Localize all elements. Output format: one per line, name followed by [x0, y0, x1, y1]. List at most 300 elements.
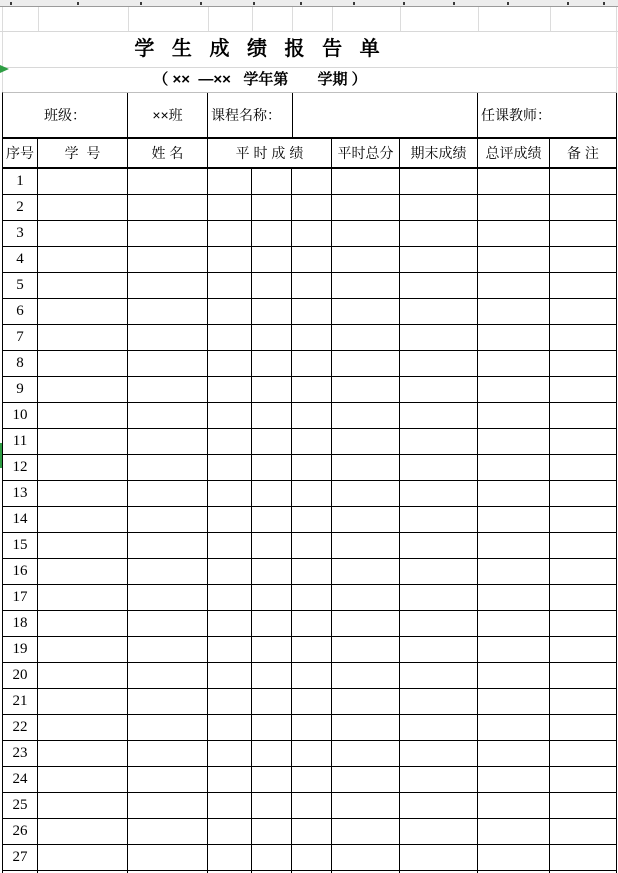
score-cell[interactable] [550, 637, 617, 662]
score-cell[interactable] [128, 429, 208, 454]
score-cell[interactable] [478, 585, 550, 610]
score-cell[interactable] [252, 429, 292, 454]
score-cell[interactable] [400, 481, 478, 506]
header-cell-index[interactable]: 序号 [3, 139, 38, 167]
score-cell[interactable] [400, 195, 478, 220]
score-cell[interactable] [332, 325, 400, 350]
score-cell[interactable] [252, 299, 292, 324]
score-cell[interactable] [252, 221, 292, 246]
score-cell[interactable] [208, 299, 252, 324]
score-cell[interactable] [478, 351, 550, 376]
score-cell[interactable] [550, 429, 617, 454]
score-cell[interactable] [252, 819, 292, 844]
data-rows [3, 169, 617, 873]
score-cell[interactable] [332, 689, 400, 714]
score-cell[interactable] [400, 767, 478, 792]
score-cell[interactable] [208, 195, 252, 220]
score-cell[interactable] [478, 533, 550, 558]
score-cell[interactable] [38, 221, 128, 246]
score-cell[interactable] [400, 455, 478, 480]
score-cell[interactable] [292, 221, 332, 246]
score-cell[interactable] [38, 845, 128, 870]
score-cell[interactable] [478, 299, 550, 324]
row-number-cell[interactable]: 9 [3, 377, 38, 402]
score-cell[interactable] [128, 507, 208, 532]
score-cell[interactable] [550, 585, 617, 610]
score-cell[interactable] [128, 637, 208, 662]
score-cell[interactable] [292, 299, 332, 324]
score-cell[interactable] [550, 533, 617, 558]
row-number-cell[interactable]: 7 [3, 325, 38, 350]
score-cell[interactable] [400, 793, 478, 818]
score-cell[interactable] [292, 637, 332, 662]
row-number-cell[interactable]: 4 [3, 247, 38, 272]
score-cell[interactable] [208, 429, 252, 454]
score-cell[interactable] [550, 793, 617, 818]
score-cell[interactable] [292, 741, 332, 766]
score-cell[interactable] [128, 559, 208, 584]
score-cell[interactable] [550, 377, 617, 402]
score-cell[interactable] [332, 169, 400, 194]
score-cell[interactable] [400, 403, 478, 428]
score-cell[interactable] [252, 845, 292, 870]
score-cell[interactable] [128, 325, 208, 350]
score-cell[interactable] [208, 715, 252, 740]
score-cell[interactable] [550, 195, 617, 220]
score-cell[interactable] [478, 507, 550, 532]
score-cell[interactable] [252, 559, 292, 584]
score-cell[interactable] [252, 195, 292, 220]
score-cell[interactable] [38, 195, 128, 220]
score-cell[interactable] [400, 585, 478, 610]
score-cell[interactable] [252, 247, 292, 272]
score-cell[interactable] [128, 845, 208, 870]
score-cell[interactable] [400, 741, 478, 766]
score-cell[interactable] [252, 351, 292, 376]
score-cell[interactable] [208, 689, 252, 714]
score-cell[interactable] [478, 429, 550, 454]
score-cell[interactable] [550, 715, 617, 740]
score-cell[interactable] [550, 611, 617, 636]
row-number-cell[interactable]: 2 [3, 195, 38, 220]
score-cell[interactable] [292, 845, 332, 870]
score-cell[interactable] [332, 663, 400, 688]
row-number-cell[interactable]: 6 [3, 299, 38, 324]
score-cell[interactable] [478, 403, 550, 428]
score-cell[interactable] [550, 845, 617, 870]
score-cell[interactable] [292, 481, 332, 506]
score-cell[interactable] [478, 481, 550, 506]
score-cell[interactable] [252, 377, 292, 402]
score-cell[interactable] [292, 403, 332, 428]
score-cell[interactable] [128, 533, 208, 558]
score-cell[interactable] [550, 741, 617, 766]
score-cell[interactable] [38, 611, 128, 636]
score-cell[interactable] [208, 611, 252, 636]
info-row [3, 93, 617, 139]
score-cell[interactable] [332, 351, 400, 376]
score-cell[interactable] [292, 767, 332, 792]
score-cell[interactable] [550, 299, 617, 324]
score-cell[interactable] [38, 793, 128, 818]
row-number-cell[interactable]: 8 [3, 351, 38, 376]
row-number-cell[interactable]: 12 [3, 455, 38, 480]
score-cell[interactable] [208, 377, 252, 402]
score-cell[interactable] [128, 689, 208, 714]
score-cell[interactable] [550, 663, 617, 688]
score-cell[interactable] [38, 767, 128, 792]
score-cell[interactable] [292, 169, 332, 194]
score-cell[interactable] [38, 559, 128, 584]
score-cell[interactable] [208, 507, 252, 532]
score-cell[interactable] [128, 169, 208, 194]
score-cell[interactable] [332, 819, 400, 844]
score-cell[interactable] [478, 559, 550, 584]
score-cell[interactable] [292, 507, 332, 532]
score-cell[interactable] [332, 299, 400, 324]
header-cell-final-score[interactable]: 期末成绩 [400, 139, 478, 167]
score-cell[interactable] [292, 273, 332, 298]
teacher-label-cell[interactable]: 任课教师： [478, 93, 617, 137]
score-cell[interactable] [252, 169, 292, 194]
score-cell[interactable] [400, 689, 478, 714]
gridline [292, 7, 293, 31]
score-cell[interactable] [252, 663, 292, 688]
score-cell[interactable] [128, 767, 208, 792]
score-cell[interactable] [478, 845, 550, 870]
score-cell[interactable] [400, 325, 478, 350]
score-cell[interactable] [332, 845, 400, 870]
row-number-cell[interactable]: 25 [3, 793, 38, 818]
score-cell[interactable] [208, 793, 252, 818]
score-cell[interactable] [128, 481, 208, 506]
score-cell[interactable] [332, 481, 400, 506]
score-cell[interactable] [332, 377, 400, 402]
header-cell-name[interactable]: 姓 名 [128, 139, 208, 167]
score-cell[interactable] [208, 663, 252, 688]
score-cell[interactable] [252, 637, 292, 662]
score-cell[interactable] [478, 611, 550, 636]
score-cell[interactable] [128, 221, 208, 246]
score-cell[interactable] [208, 559, 252, 584]
score-cell[interactable] [128, 273, 208, 298]
score-cell[interactable] [550, 351, 617, 376]
score-cell[interactable] [478, 221, 550, 246]
score-cell[interactable] [332, 247, 400, 272]
score-cell[interactable] [332, 455, 400, 480]
score-cell[interactable] [400, 559, 478, 584]
score-cell[interactable] [400, 819, 478, 844]
score-cell[interactable] [292, 663, 332, 688]
score-cell[interactable] [332, 767, 400, 792]
score-cell[interactable] [478, 195, 550, 220]
score-cell[interactable] [38, 715, 128, 740]
score-cell[interactable] [252, 689, 292, 714]
score-cell[interactable] [38, 299, 128, 324]
form-subtitle: （ ×× —×× 学年第 学期 ） [153, 71, 367, 88]
score-cell[interactable] [332, 637, 400, 662]
score-cell[interactable] [38, 741, 128, 766]
row-number-cell[interactable]: 15 [3, 533, 38, 558]
score-cell[interactable] [332, 273, 400, 298]
course-label-cell[interactable]: 课程名称： [208, 93, 293, 137]
score-cell[interactable] [38, 403, 128, 428]
row-number-cell[interactable]: 13 [3, 481, 38, 506]
score-cell[interactable] [252, 585, 292, 610]
score-cell[interactable] [292, 247, 332, 272]
score-cell[interactable] [292, 325, 332, 350]
score-cell[interactable] [550, 273, 617, 298]
score-cell[interactable] [400, 351, 478, 376]
score-cell[interactable] [128, 819, 208, 844]
score-cell[interactable] [400, 377, 478, 402]
table-row [3, 169, 617, 195]
score-cell[interactable] [478, 689, 550, 714]
score-cell[interactable] [332, 559, 400, 584]
score-cell[interactable] [332, 793, 400, 818]
row-number-cell[interactable]: 21 [3, 689, 38, 714]
score-cell[interactable] [38, 663, 128, 688]
score-cell[interactable] [128, 715, 208, 740]
score-cell[interactable] [128, 793, 208, 818]
score-cell[interactable] [478, 273, 550, 298]
score-cell[interactable] [208, 481, 252, 506]
score-cell[interactable] [400, 715, 478, 740]
score-cell[interactable] [332, 741, 400, 766]
score-cell[interactable] [292, 689, 332, 714]
score-cell[interactable] [208, 767, 252, 792]
score-cell[interactable] [252, 507, 292, 532]
score-cell[interactable] [292, 377, 332, 402]
score-cell[interactable] [550, 559, 617, 584]
score-cell[interactable] [38, 637, 128, 662]
row-number-cell[interactable]: 22 [3, 715, 38, 740]
score-cell[interactable] [128, 247, 208, 272]
gridline [400, 7, 401, 31]
score-cell[interactable] [252, 325, 292, 350]
gridline [550, 7, 551, 31]
score-cell[interactable] [478, 741, 550, 766]
score-cell[interactable] [252, 767, 292, 792]
row-number-cell[interactable]: 1 [3, 169, 38, 194]
row-number-cell[interactable]: 17 [3, 585, 38, 610]
score-cell[interactable] [252, 793, 292, 818]
class-label-cell[interactable]: 班级： [3, 93, 128, 137]
score-cell[interactable] [400, 533, 478, 558]
gridline [332, 7, 333, 31]
score-cell[interactable] [208, 585, 252, 610]
score-cell[interactable] [38, 585, 128, 610]
score-cell[interactable] [332, 533, 400, 558]
score-cell[interactable] [400, 247, 478, 272]
score-cell[interactable] [292, 351, 332, 376]
score-cell[interactable] [38, 819, 128, 844]
score-cell[interactable] [550, 507, 617, 532]
score-cell[interactable] [292, 429, 332, 454]
row-number-cell[interactable]: 11 [3, 429, 38, 454]
score-cell[interactable] [252, 715, 292, 740]
score-cell[interactable] [400, 611, 478, 636]
score-cell[interactable] [128, 611, 208, 636]
score-cell[interactable] [400, 507, 478, 532]
score-cell[interactable] [478, 455, 550, 480]
score-cell[interactable] [38, 507, 128, 532]
score-cell[interactable] [128, 663, 208, 688]
score-cell[interactable] [478, 819, 550, 844]
column-letter-fragment [403, 2, 405, 5]
score-cell[interactable] [292, 533, 332, 558]
row-number-cell[interactable]: 5 [3, 273, 38, 298]
score-cell[interactable] [252, 741, 292, 766]
gridline [616, 7, 617, 92]
score-cell[interactable] [292, 455, 332, 480]
score-cell[interactable] [128, 377, 208, 402]
score-cell[interactable] [208, 533, 252, 558]
row-number-cell[interactable]: 20 [3, 663, 38, 688]
header-cell-student-id[interactable]: 学 号 [38, 139, 128, 167]
score-cell[interactable] [550, 481, 617, 506]
score-cell[interactable] [332, 403, 400, 428]
score-cell[interactable] [128, 455, 208, 480]
row-number-cell[interactable]: 18 [3, 611, 38, 636]
score-cell[interactable] [400, 637, 478, 662]
score-cell[interactable] [128, 403, 208, 428]
score-cell[interactable] [478, 767, 550, 792]
score-cell[interactable] [400, 663, 478, 688]
score-cell[interactable] [400, 299, 478, 324]
score-cell[interactable] [252, 533, 292, 558]
score-cell[interactable] [38, 377, 128, 402]
score-cell[interactable] [208, 845, 252, 870]
score-cell[interactable] [292, 585, 332, 610]
score-cell[interactable] [38, 481, 128, 506]
score-cell[interactable] [38, 429, 128, 454]
header-cell-overall-score[interactable]: 总评成绩 [478, 139, 550, 167]
row-number-cell[interactable]: 23 [3, 741, 38, 766]
score-cell[interactable] [332, 715, 400, 740]
score-cell[interactable] [208, 325, 252, 350]
score-cell[interactable] [550, 767, 617, 792]
score-cell[interactable] [550, 221, 617, 246]
score-cell[interactable] [128, 585, 208, 610]
row-number-cell[interactable]: 26 [3, 819, 38, 844]
table-row [3, 845, 617, 871]
score-cell[interactable] [208, 351, 252, 376]
class-value-cell[interactable]: ××班 [128, 93, 208, 137]
header-cell-remarks[interactable]: 备 注 [550, 139, 617, 167]
score-cell[interactable] [400, 221, 478, 246]
score-cell[interactable] [128, 299, 208, 324]
score-cell[interactable] [208, 455, 252, 480]
score-cell[interactable] [292, 559, 332, 584]
score-cell[interactable] [292, 793, 332, 818]
score-cell[interactable] [38, 455, 128, 480]
score-cell[interactable] [332, 221, 400, 246]
column-letter-fragment [200, 2, 202, 5]
score-cell[interactable] [332, 507, 400, 532]
score-cell[interactable] [292, 611, 332, 636]
score-cell[interactable] [550, 403, 617, 428]
score-cell[interactable] [252, 273, 292, 298]
score-cell[interactable] [252, 403, 292, 428]
score-cell[interactable] [550, 169, 617, 194]
score-cell[interactable] [550, 819, 617, 844]
score-cell[interactable] [252, 455, 292, 480]
score-cell[interactable] [38, 169, 128, 194]
header-cell-daily-total[interactable]: 平时总分 [332, 139, 400, 167]
score-cell[interactable] [550, 247, 617, 272]
score-cell[interactable] [478, 377, 550, 402]
score-cell[interactable] [478, 325, 550, 350]
score-cell[interactable] [208, 637, 252, 662]
score-cell[interactable] [292, 819, 332, 844]
table-row [3, 637, 617, 663]
score-cell[interactable] [208, 403, 252, 428]
row-number-cell[interactable]: 24 [3, 767, 38, 792]
score-cell[interactable] [252, 481, 292, 506]
score-cell[interactable] [550, 455, 617, 480]
table-row [3, 429, 617, 455]
table-row [3, 559, 617, 585]
row-number-cell[interactable]: 19 [3, 637, 38, 662]
score-cell[interactable] [550, 325, 617, 350]
column-letter-fragment [10, 2, 12, 5]
score-cell[interactable] [208, 221, 252, 246]
course-value-cell[interactable] [293, 93, 478, 137]
score-cell[interactable] [208, 247, 252, 272]
score-cell[interactable] [38, 689, 128, 714]
score-cell[interactable] [38, 247, 128, 272]
score-cell[interactable] [38, 351, 128, 376]
score-cell[interactable] [292, 195, 332, 220]
score-cell[interactable] [550, 689, 617, 714]
row-number-cell[interactable]: 27 [3, 845, 38, 870]
score-cell[interactable] [38, 533, 128, 558]
row-number-cell[interactable]: 3 [3, 221, 38, 246]
score-cell[interactable] [478, 169, 550, 194]
score-cell[interactable] [128, 351, 208, 376]
header-cell-daily-scores[interactable]: 平 时 成 绩 [208, 139, 332, 167]
score-cell[interactable] [38, 325, 128, 350]
score-cell[interactable] [208, 741, 252, 766]
score-cell[interactable] [332, 429, 400, 454]
row-number-cell[interactable]: 10 [3, 403, 38, 428]
score-cell[interactable] [478, 247, 550, 272]
score-cell[interactable] [478, 793, 550, 818]
score-cell[interactable] [292, 715, 332, 740]
score-cell[interactable] [478, 663, 550, 688]
score-cell[interactable] [252, 611, 292, 636]
score-cell[interactable] [128, 741, 208, 766]
score-cell[interactable] [400, 429, 478, 454]
score-cell[interactable] [400, 845, 478, 870]
score-cell[interactable] [478, 637, 550, 662]
score-cell[interactable] [332, 611, 400, 636]
table-row [3, 611, 617, 637]
score-cell[interactable] [38, 273, 128, 298]
score-cell[interactable] [208, 273, 252, 298]
score-cell[interactable] [208, 819, 252, 844]
score-cell[interactable] [400, 169, 478, 194]
score-cell[interactable] [332, 585, 400, 610]
score-cell[interactable] [128, 195, 208, 220]
row-number-cell[interactable]: 14 [3, 507, 38, 532]
score-cell[interactable] [478, 715, 550, 740]
score-cell[interactable] [332, 195, 400, 220]
score-cell[interactable] [400, 273, 478, 298]
score-cell[interactable] [208, 169, 252, 194]
row-number-cell[interactable]: 16 [3, 559, 38, 584]
